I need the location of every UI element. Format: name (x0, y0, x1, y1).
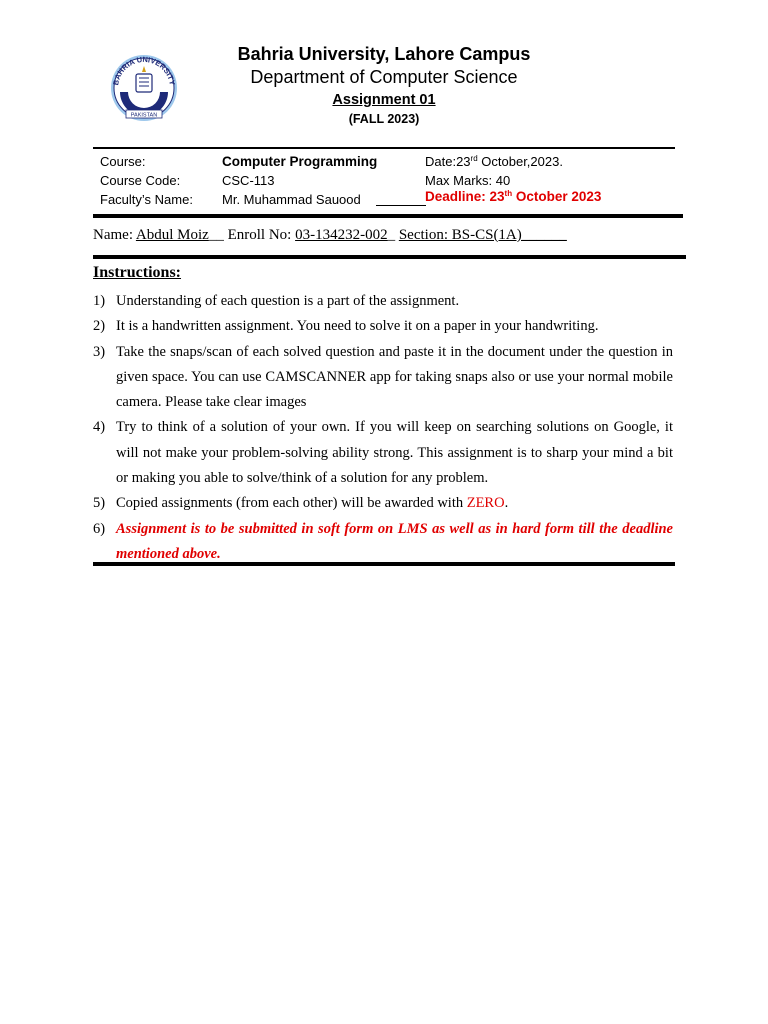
university-logo (108, 52, 180, 124)
name-label: Name: (93, 227, 136, 243)
faculty-label: Faculty’s Name: (100, 192, 193, 207)
deadline-suffix: October 2023 (512, 189, 602, 204)
instructions-heading: Instructions: (93, 264, 182, 281)
item-text: Understanding of each question is a part of the assignment. (116, 293, 460, 309)
name-pad: __ (208, 227, 228, 243)
date-suffix: October,2023. (477, 154, 563, 169)
instructions-list (93, 289, 673, 567)
course-label: Course: (100, 154, 146, 169)
table-bottom-rule (93, 214, 683, 218)
item-number: 1) (93, 293, 106, 309)
item-text: Try to think of a solution of your own. If you will keep on searching solutions on Google, it will not make your problem-solving ability strong. This assignment is to sharp your mind a bit or making you able to solve/think of a solution for any problem. (116, 419, 673, 487)
assignment-title-text: Assignment 01 (332, 92, 436, 108)
item-number: 4) (93, 419, 106, 436)
logo-arc-text: BAHRIA UNIVERSITY (111, 54, 177, 86)
zero-highlight: ZERO (466, 495, 505, 512)
faculty-underline (376, 205, 426, 206)
date-prefix: Date:23 (425, 154, 471, 169)
date-sup: rd (470, 154, 478, 163)
course-code-label: Course Code: (100, 173, 181, 188)
item-text: Take the snaps/scan of each solved question and paste it in the document under the question in given space. You can use CAMSCANNER app for taking snaps also or use your normal mobile camera. Please take clear images (116, 343, 673, 411)
item-text-before: Copied assignments (from each other) will be awarded with (116, 495, 467, 512)
logo-banner-text: PAKISTAN (130, 112, 158, 119)
submission-notice: Assignment is to be submitted in soft form on LMS as well as in hard form till the deadline mentioned above. (116, 520, 673, 562)
section-label: Section: (398, 227, 448, 243)
list-item (93, 517, 673, 568)
table-top-rule (93, 147, 675, 149)
university-name: Bahria University, Lahore Campus (237, 44, 531, 64)
student-info-line (93, 227, 567, 244)
deadline-field (425, 189, 601, 204)
item-text: It is a handwritten assignment. You need to solve it on a paper in your handwriting. (116, 318, 599, 335)
item-number: 6) (93, 520, 106, 537)
item-number: 2) (93, 318, 106, 335)
deadline-prefix: Deadline: 23 (425, 189, 505, 204)
enroll-number: 03-134232-002 (295, 227, 388, 243)
deadline-sup: th (504, 189, 513, 198)
list-item (93, 314, 673, 339)
department-name: Department of Computer Science (250, 67, 518, 87)
enroll-pad: _ (387, 227, 399, 243)
course-value: Computer Programming (222, 154, 378, 169)
max-marks: Max Marks: 40 (425, 173, 511, 188)
instructions-bottom-rule (93, 562, 675, 566)
section-value: BS-CS(1A)______ (448, 227, 567, 243)
student-bottom-rule (93, 255, 686, 259)
list-item (93, 491, 673, 516)
faculty-value: Mr. Muhammad Sauood (222, 192, 361, 207)
list-item (93, 415, 673, 491)
list-item (93, 340, 673, 416)
date-field (425, 154, 563, 169)
term-label: (FALL 2023) (348, 112, 420, 126)
enroll-label: Enroll No: (227, 227, 296, 243)
list-item (93, 289, 673, 314)
item-number: 5) (93, 495, 106, 512)
assignment-title (180, 92, 588, 108)
student-name: Abdul Moiz (135, 227, 209, 243)
item-text-after: . (504, 495, 509, 512)
item-number: 3) (93, 343, 106, 360)
item-text (116, 491, 673, 516)
course-code-value: CSC-113 (222, 173, 275, 188)
